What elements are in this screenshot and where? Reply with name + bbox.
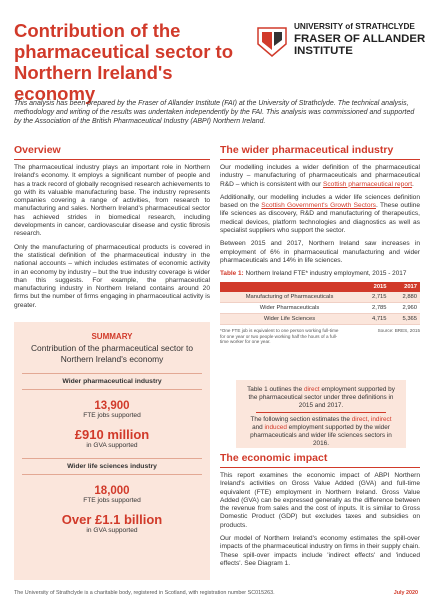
text-run: and: [252, 424, 265, 432]
table-row: [220, 314, 420, 325]
wider-pharma-section: [220, 144, 420, 345]
overview-section: [14, 144, 210, 315]
overview-heading: Overview: [14, 144, 61, 156]
logo-university: UNIVERSITY of STRATHCLYDE: [294, 22, 415, 31]
summary-subtitle: Contribution of the pharmaceutical sector to Northern Ireland's economy: [30, 343, 193, 364]
summary-label: SUMMARY: [91, 332, 133, 341]
table-header: 2015: [359, 282, 389, 292]
wider-pharma-label: Wider pharmaceutical industry: [22, 373, 202, 390]
text-run: employment supported by the pharmaceutical sector under three definitions in 2015 and 2017.: [248, 386, 395, 409]
table-caption: [220, 270, 420, 277]
page-title: Contribution of the pharmaceutical sector to Northern Ireland's economy: [14, 20, 233, 104]
table-header-row: [220, 282, 420, 292]
employment-table: [220, 282, 420, 325]
table-row: [220, 292, 420, 303]
overview-paragraph-1: The pharmaceutical industry plays an important role in Northern Ireland's economy. It employs a significant number of people and has a track record of globally recognised research achievements to go with its valuable manufacturing base. The industry represents companies covering a range of activities, from research to manufacturing and sales. Northern Ireland's pharmaceutical sector has achieved strides in biomedical research, including developments in cancer, cardiovascular disease and cystic fibrosis research.: [14, 164, 210, 238]
table-note: *One FTE job is equivalent to one person working full-time for one year or two people working half the hours of a full-time worker for one year.: [220, 328, 339, 345]
wider-paragraph-1: [220, 164, 420, 189]
text-run: Our modelling includes a wider definition of the pharmaceutical industry – manufacturing of pharmaceuticals and pharmaceutical R&D – which is consistent with our: [220, 164, 420, 188]
table-cell: Manufacturing of Pharmaceuticals: [220, 292, 359, 303]
callout-box: [236, 380, 406, 448]
table-source: Source: BRES, 2015: [377, 328, 420, 334]
divider: [220, 467, 420, 468]
table-cell: 2,880: [390, 292, 420, 303]
text-run: The following section estimates the: [250, 416, 352, 424]
economic-heading: The economic impact: [220, 452, 328, 464]
text-run: . These outline life sciences as discovery, R&D and manufacturing of therapeutics, medical devices, platform technologies and diagnostics as well as specialist suppliers who support the sector.: [220, 202, 420, 235]
logo-name-line1: FRASER OF ALLANDER: [294, 33, 426, 45]
life-sciences-jobs: 18,000: [94, 485, 130, 497]
life-sciences-gva: Over £1.1 billion: [61, 512, 163, 527]
footer-text: The University of Strathclyde is a charitable body, registered in Scotland, with registration number SC015263.: [14, 590, 275, 596]
callout-text-1: [246, 386, 396, 409]
text-run: .: [412, 180, 414, 188]
summary-box: [14, 322, 210, 580]
footer-date: July 2020: [393, 590, 418, 596]
table-footer: [220, 328, 420, 345]
callout-text-2: [248, 416, 394, 447]
scottish-report-link[interactable]: Scottish pharmaceutical report: [322, 180, 413, 188]
logo-name-line2: INSTITUTE: [294, 45, 353, 57]
highlight-direct-indirect: direct, indirect: [351, 416, 392, 424]
table-caption-label: Table 1:: [220, 270, 244, 278]
life-sciences-jobs-label: FTE jobs supported: [83, 497, 141, 504]
wider-paragraph-3: Between 2015 and 2017, Northern Ireland saw increases in employment of 6% in pharmaceutical manufacturing and wider pharmaceuticals and 14% in life sciences.: [220, 240, 420, 264]
economic-impact-section: [220, 452, 420, 573]
table-cell: 2,960: [390, 303, 420, 314]
wider-pharma-gva-label: in GVA supported: [86, 442, 138, 449]
callout-divider: [256, 412, 386, 413]
text-run: Table 1 outlines the: [247, 386, 304, 393]
table-header: 2017: [390, 282, 420, 292]
intro-text: This analysis has been prepared by the Fraser of Allander Institute (FAI) at the University of Strathclyde. The technical analysis, methodology and writing of the results was undertaken independently by the FAI. This analysis was commissioned and supported by the Association of the British Pharmaceutical Industry (ABPI) Northern Ireland.: [14, 100, 415, 126]
text-run: Additionally, our modelling includes a wider life sciences definition based on the: [220, 193, 420, 210]
overview-paragraph-2: Only the manufacturing of pharmaceutical products is covered in the statistical definition of the pharmaceutical industry in the national accounts – which includes estimates of economic activity in an economy by industry – but the true industry coverage is wider than this suggests. For example, the pharmaceutical manufacturing industry in Northern Ireland contains around 20 firms but the number of firms engaging in pharmaceutical activity is greater.: [14, 243, 210, 309]
wider-pharma-jobs-label: FTE jobs supported: [83, 412, 141, 419]
table-cell: 2,715: [359, 292, 389, 303]
life-sciences-label: Wider life sciences industry: [22, 458, 202, 475]
highlight-induced: induced: [264, 424, 287, 432]
text-run: employment supported by the wider pharmaceuticals and wider life sciences sectors in 2016.: [250, 424, 392, 447]
wider-paragraph-2: [220, 194, 420, 235]
table-caption-text: Northern Ireland FTE* industry employment, 2015 - 2017: [245, 270, 407, 278]
highlight-direct: direct: [303, 386, 320, 393]
strathclyde-crest-icon: [256, 24, 288, 58]
economic-paragraph-2: Our model of Northern Ireland's economy estimates the spill-over impacts of the pharmaceutical industry on firms in their supply chain. These spill-over impacts include 'indirect effects' and 'induced effects'. See Diagram 1.: [220, 535, 420, 567]
divider: [14, 159, 210, 160]
table-cell: Wider Pharmaceuticals: [220, 303, 359, 314]
footer: [14, 590, 418, 596]
table-cell: 4,715: [359, 314, 389, 325]
table-header: [220, 282, 359, 292]
life-sciences-gva-label: in GVA supported: [86, 527, 138, 534]
table-row: [220, 303, 420, 314]
divider: [220, 159, 420, 160]
wider-pharma-gva: £910 million: [74, 427, 150, 442]
wider-pharma-jobs: 13,900: [94, 400, 130, 412]
institute-logo: [256, 20, 426, 74]
economic-paragraph-1: This report examines the economic impact of ABPI Northern Ireland's activities on Gross Value Added (GVA) and full-time equivalent (FTE) employment in Northern Ireland. Gross Value Added (GVA) can be expressed generally as the difference between the revenue from sales and the cost of inputs. It is similar to Gross Domestic Product (GDP) but excludes taxes and subsidies on products.: [220, 472, 420, 529]
table-cell: Wider Life Sciences: [220, 314, 359, 325]
growth-sectors-link[interactable]: Scottish Government's Growth Sectors: [261, 202, 376, 210]
table-cell: 2,785: [359, 303, 389, 314]
table-cell: 5,365: [390, 314, 420, 325]
wider-heading: The wider pharmaceutical industry: [220, 144, 394, 156]
